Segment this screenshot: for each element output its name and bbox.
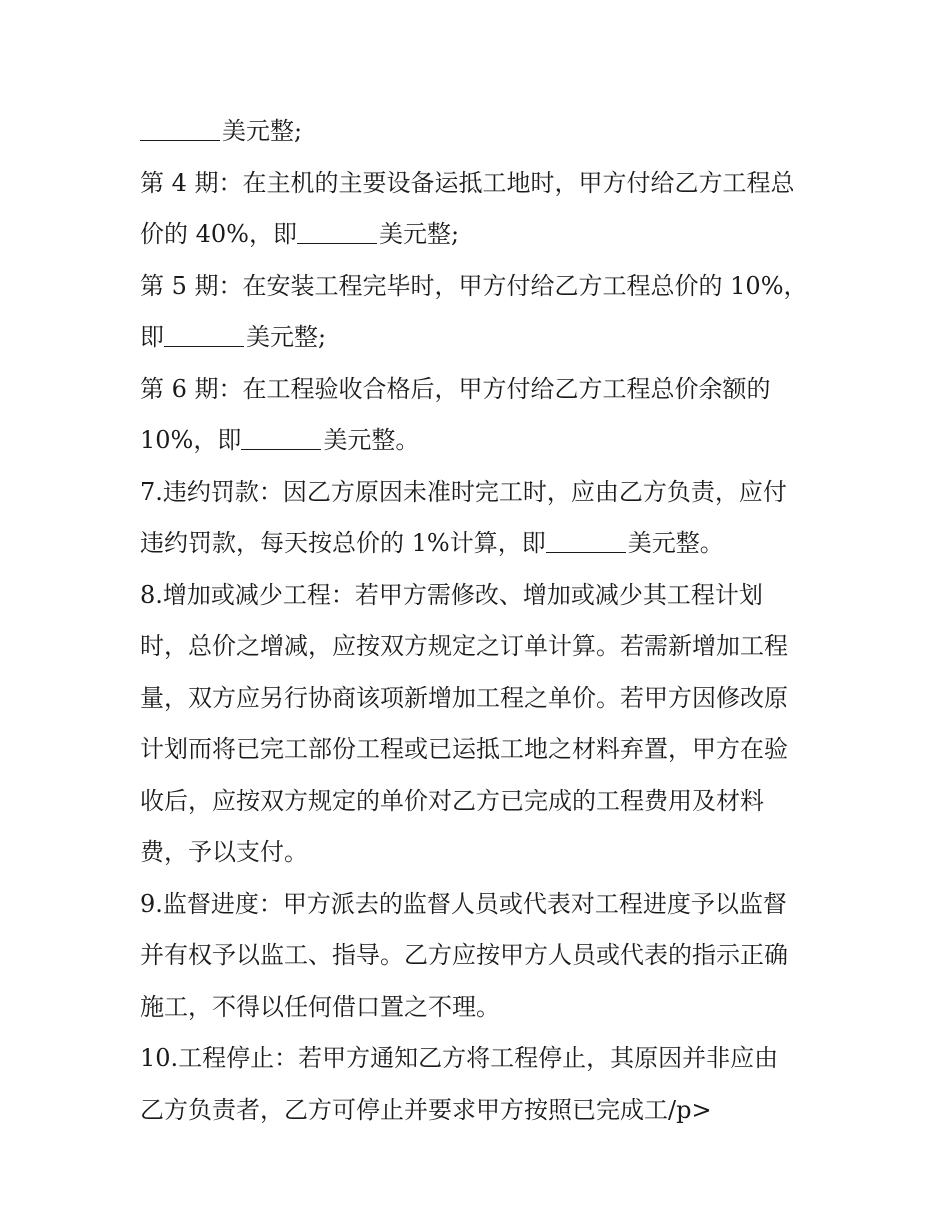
fill-in-blank <box>140 118 220 141</box>
text-line-12 <box>140 673 820 725</box>
text-segment: 第 4 期：在主机的主要设备运抵工地时，甲方付给乙方工程总 <box>140 168 795 197</box>
text-segment: 量，双方应另行协商该项新增加工程之单价。若甲方因修改原 <box>140 683 788 712</box>
text-segment: 施工，不得以任何借口置之不理。 <box>140 992 500 1021</box>
fill-in-blank <box>241 427 321 450</box>
text-line-5 <box>140 312 820 364</box>
text-line-20 <box>140 1085 820 1137</box>
text-line-9 <box>140 518 820 570</box>
text-line-6 <box>140 364 820 416</box>
text-segment: 美元整。 <box>323 426 420 454</box>
text-line-17 <box>140 930 820 982</box>
text-segment: 价的 40%，即 <box>140 220 297 248</box>
text-segment: 违约罚款，每天按总价的 1%计算，即 <box>140 529 546 557</box>
text-line-4 <box>140 261 820 313</box>
text-segment: 美元整; <box>246 323 327 351</box>
text-segment: 计划而将已完工部份工程或已运抵工地之材料弃置，甲方在验 <box>140 735 788 763</box>
text-segment: 10.工程停止：若甲方通知乙方将工程停止，其原因并非应由 <box>140 1044 779 1072</box>
text-segment: 8.增加或减少工程：若甲方需修改、增加或减少其工程计划 <box>140 580 763 609</box>
fill-in-blank <box>164 324 244 347</box>
text-line-2 <box>140 158 820 210</box>
text-segment: 时，总价之增减，应按双方规定之订单计算。若需新增加工程 <box>140 632 788 660</box>
fill-in-blank <box>546 530 626 553</box>
text-line-15 <box>140 827 820 879</box>
text-line-1 <box>140 106 820 158</box>
text-segment: 10%，即 <box>140 426 242 454</box>
text-line-16 <box>140 879 820 931</box>
text-line-3 <box>140 209 820 261</box>
text-segment: 收后，应按双方规定的单价对乙方已完成的工程费用及材料 <box>140 786 764 815</box>
text-line-18 <box>140 982 820 1034</box>
fill-in-blank <box>297 221 377 244</box>
text-segment: 第 6 期：在工程验收合格后，甲方付给乙方工程总价余额的 <box>140 374 771 403</box>
text-segment: 并有权予以监工、指导。乙方应按甲方人员或代表的指示正确 <box>140 941 788 969</box>
text-line-19 <box>140 1033 820 1085</box>
text-segment: 美元整; <box>378 220 460 248</box>
text-segment: 7.违约罚款：因乙方原因未准时完工时，应由乙方负责，应付 <box>140 477 787 506</box>
text-line-7 <box>140 415 820 467</box>
contract-text <box>140 106 820 1136</box>
text-segment: 第 5 期：在安装工程完毕时，甲方付给乙方工程总价的 10%， <box>140 271 808 300</box>
text-line-10 <box>140 570 820 622</box>
text-line-11 <box>140 621 820 673</box>
text-segment: 费，予以支付。 <box>140 838 308 866</box>
text-line-8 <box>140 467 820 519</box>
text-segment: 美元整; <box>222 117 303 145</box>
text-segment: 美元整。 <box>627 529 724 557</box>
text-segment: 乙方负责者，乙方可停止并要求甲方按照已完成工/p> <box>140 1095 712 1124</box>
text-line-14 <box>140 776 820 828</box>
text-segment: 即 <box>140 323 164 351</box>
text-line-13 <box>140 724 820 776</box>
text-segment: 9.监督进度：甲方派去的监督人员或代表对工程进度予以监督 <box>140 889 787 918</box>
